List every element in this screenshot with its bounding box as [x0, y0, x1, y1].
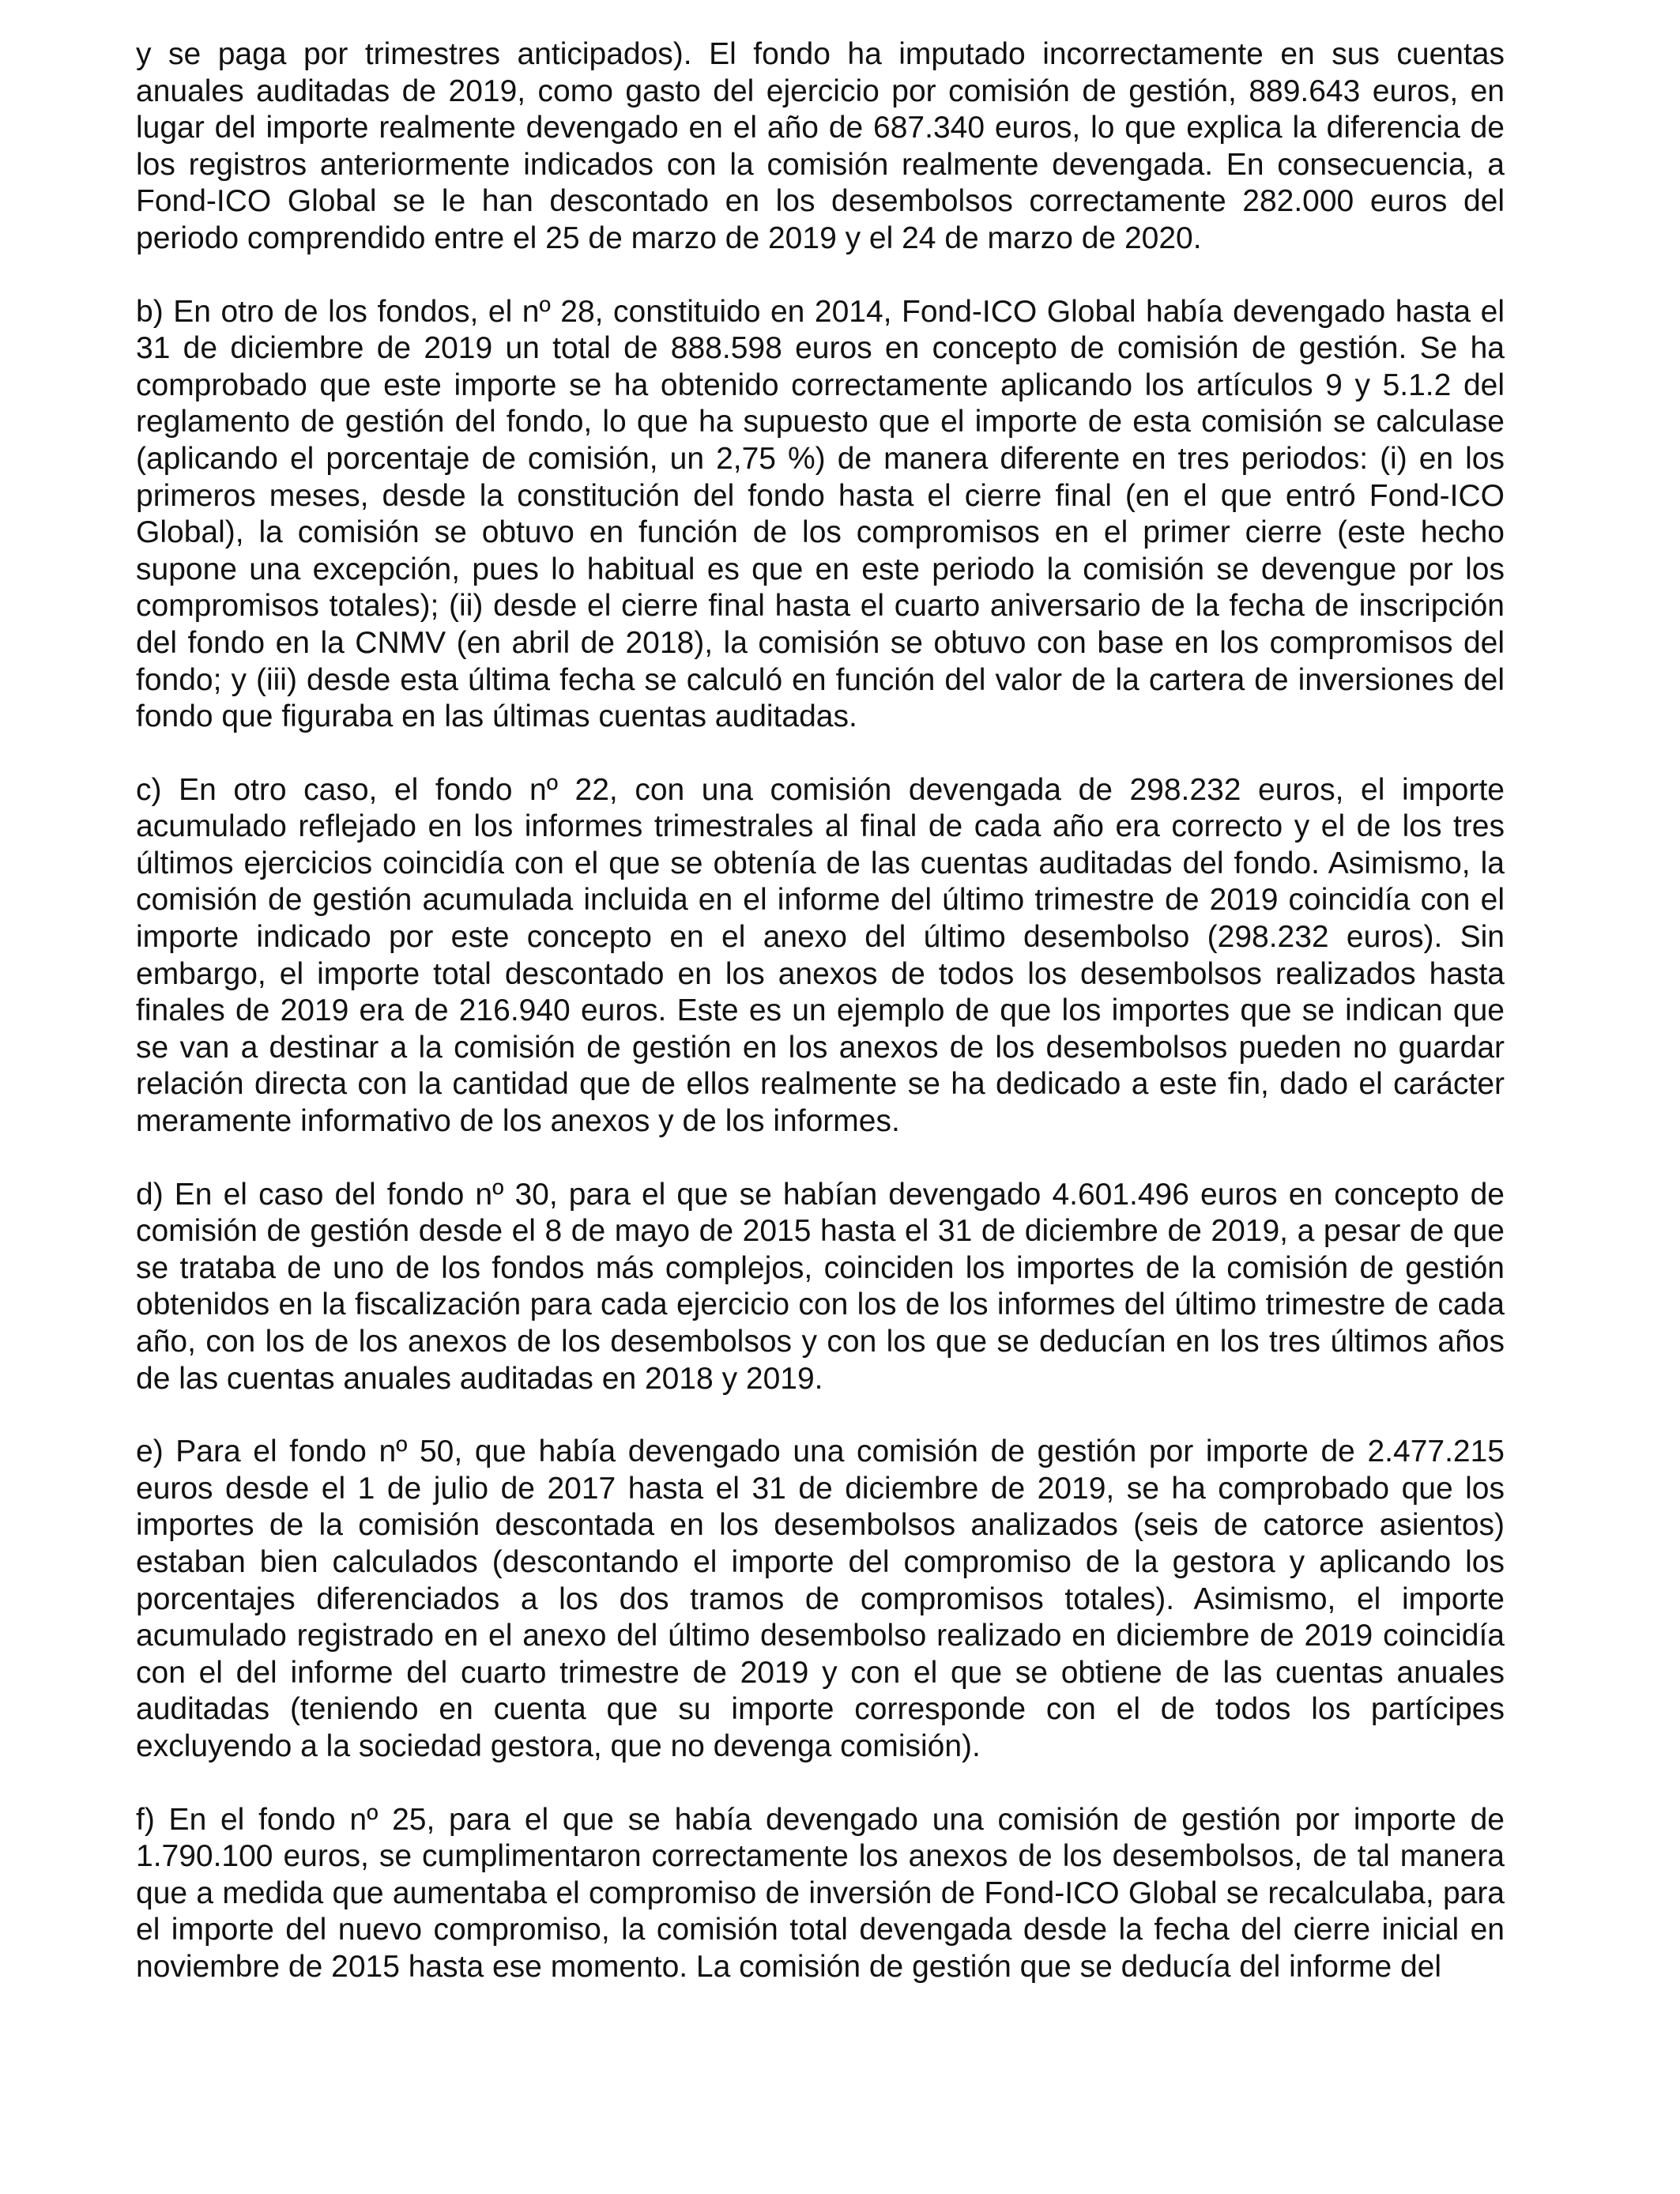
paragraph-intro-continuation: y se paga por trimestres anticipados). El fondo ha imputado incorrectamente en sus cuentas anuales auditadas de 2019, como gasto del ejercicio por comisión de gestión, 889.643 euros, en lugar del importe realmente devengado en el año de 687.340 euros, lo que explica la diferencia de los registros anteriormente indicados con la comisión realmente devengada. En consecuencia, a Fond-ICO Global se le han descontado en los desembolsos correctamente 282.000 euros del periodo comprendido entre el 25 de marzo de 2019 y el 24 de marzo de 2020. [136, 37, 1505, 255]
paragraph-c-fondo-22: c) En otro caso, el fondo nº 22, con una comisión devengada de 298.232 euros, el importe acumulado reflejado en los informes trimestrales al final de cada año era correcto y el de los tres últimos ejercicios coincidía con el que se obtenía de las cuentas auditadas del fondo. Asimismo, la comisión de gestión acumulada incluida en el informe del último trimestre de 2019 coincidía con el importe indicado por este concepto en el anexo del último desembolso (298.232 euros). Sin embargo, el importe total descontado en los anexos de todos los desembolsos realizados hasta finales de 2019 era de 216.940 euros. Este es un ejemplo de que los importes que se indican que se van a destinar a la comisión de gestión en los anexos de los desembolsos pueden no guardar relación directa con la cantidad que de ellos realmente se ha dedicado a este fin, dado el carácter meramente informativo de los anexos y de los informes. [136, 772, 1505, 1139]
paragraph-b-fondo-28: b) En otro de los fondos, el nº 28, constituido en 2014, Fond-ICO Global había devengado hasta el 31 de diciembre de 2019 un total de 888.598 euros en concepto de comisión de gestión. Se ha comprobado que este importe se ha obtenido correctamente aplicando los artículos 9 y 5.1.2 del reglamento de gestión del fondo, lo que ha supuesto que el importe de esta comisión se calculase (aplicando el porcentaje de comisión, un 2,75 %) de manera diferente en tres periodos: (i) en los primeros meses, desde la constitución del fondo hasta el cierre final (en el que entró Fond-ICO Global), la comisión se obtuvo en función de los compromisos en el primer cierre (este hecho supone una excepción, pues lo habitual es que en este periodo la comisión se devengue por los compromisos totales); (ii) desde el cierre final hasta el cuarto aniversario de la fecha de inscripción del fondo en la CNMV (en abril de 2018), la comisión se obtuvo con base en los compromisos del fondo; y (iii) desde esta última fecha se calculó en función del valor de la cartera de inversiones del fondo que figuraba en las últimas cuentas auditadas. [136, 294, 1505, 734]
document-page [136, 36, 1505, 1986]
paragraph-f-fondo-25: f) En el fondo nº 25, para el que se había devengado una comisión de gestión por importe de 1.790.100 euros, se cumplimentaron correctamente los anexos de los desembolsos, de tal manera que a medida que aumentaba el compromiso de inversión de Fond-ICO Global se recalculaba, para el importe del nuevo compromiso, la comisión total devengada desde la fecha del cierre inicial en noviembre de 2015 hasta ese momento. La comisión de gestión que se deducía del informe del [136, 1802, 1505, 1984]
paragraph-e-fondo-50: e) Para el fondo nº 50, que había devengado una comisión de gestión por importe de 2.477.215 euros desde el 1 de julio de 2017 hasta el 31 de diciembre de 2019, se ha comprobado que los importes de la comisión descontada en los desembolsos analizados (seis de catorce asientos) estaban bien calculados (descontando el importe del compromiso de la gestora y aplicando los porcentajes diferenciados a los dos tramos de compromisos totales). Asimismo, el importe acumulado registrado en el anexo del último desembolso realizado en diciembre de 2019 coincidía con el del informe del cuarto trimestre de 2019 y con el que se obtiene de las cuentas anuales auditadas (teniendo en cuenta que su importe corresponde con el de todos los partícipes excluyendo a la sociedad gestora, que no devenga comisión). [136, 1434, 1505, 1763]
paragraph-d-fondo-30: d) En el caso del fondo nº 30, para el que se habían devengado 4.601.496 euros en concepto de comisión de gestión desde el 8 de mayo de 2015 hasta el 31 de diciembre de 2019, a pesar de que se trataba de uno de los fondos más complejos, coinciden los importes de la comisión de gestión obtenidos en la fiscalización para cada ejercicio con los de los informes del último trimestre de cada año, con los de los anexos de los desembolsos y con los que se deducían en los tres últimos años de las cuentas anuales auditadas en 2018 y 2019. [136, 1177, 1505, 1396]
